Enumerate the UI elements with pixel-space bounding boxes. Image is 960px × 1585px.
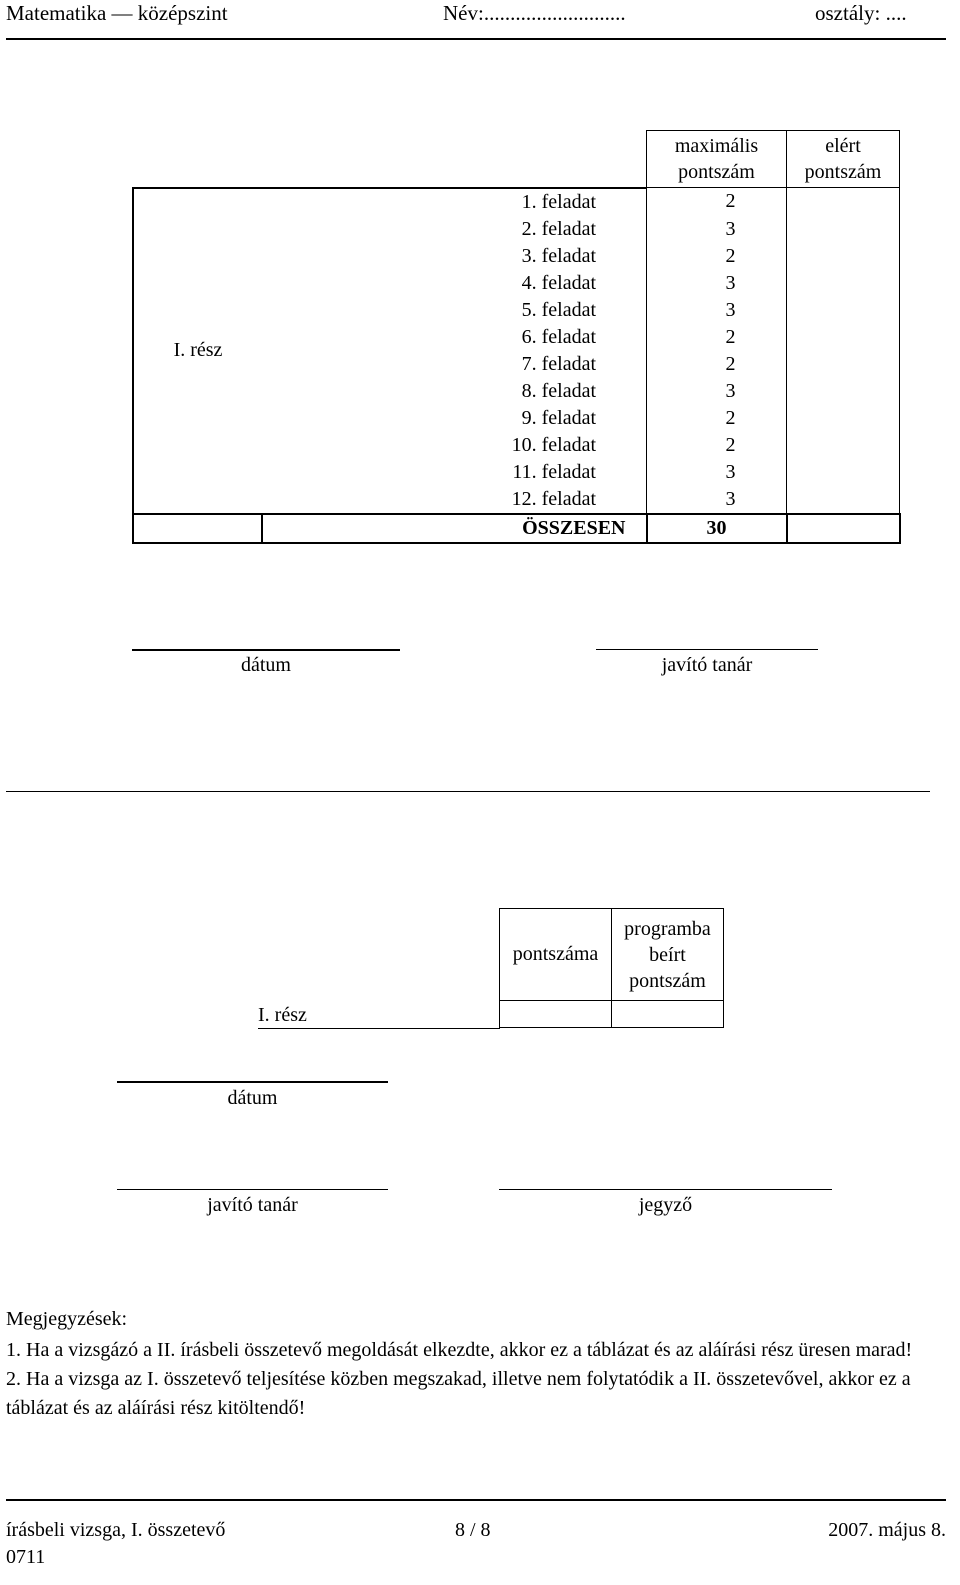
program-col1-header: pontszáma xyxy=(500,909,612,1001)
program-section-label: I. rész xyxy=(258,1004,307,1026)
page-header xyxy=(0,0,960,40)
task-label: 5. feladat xyxy=(521,298,596,321)
note-item-2: 2. Ha a vizsga az I. összetevő teljesítése közben megszakad, illetve nem folytatódik a II. összetevővel, akkor ez a táblázat és az aláírási rész kitöltendő! xyxy=(6,1368,911,1419)
total-value: 30 xyxy=(647,514,787,543)
task-label: 12. feladat xyxy=(511,487,596,510)
notes-title: Megjegyzések: xyxy=(6,1308,128,1330)
achieved-score-cell[interactable] xyxy=(787,324,900,351)
header-rule xyxy=(6,38,946,40)
max-score-cell: 3 xyxy=(647,216,787,243)
program-col2-header: programba beírt pontszám xyxy=(612,909,724,1001)
header-name-field: Név:........................... xyxy=(443,1,626,25)
achieved-score-header: elért pontszám xyxy=(787,131,900,188)
footer-date: 2007. május 8. xyxy=(828,1519,946,1541)
max-score-cell: 2 xyxy=(647,188,787,216)
header-class-field: osztály: .... xyxy=(815,1,907,25)
date-line xyxy=(132,649,400,651)
task-label: 9. feladat xyxy=(521,406,596,429)
footer-left: írásbeli vizsga, I. összetevő xyxy=(6,1519,226,1541)
section-label: I. rész xyxy=(133,188,262,514)
notes-section xyxy=(6,1305,946,1423)
clerk-signature-line[interactable] xyxy=(499,1189,832,1190)
task-label: 7. feladat xyxy=(521,352,596,375)
task-label: 10. feladat xyxy=(511,433,596,456)
max-score-cell: 2 xyxy=(647,324,787,351)
task-label: 1. feladat xyxy=(262,188,647,216)
program-score-cell[interactable] xyxy=(500,1001,612,1028)
max-score-cell: 3 xyxy=(647,459,787,486)
header-subject: Matematika — középszint xyxy=(6,1,228,25)
max-score-header: maximális pontszám xyxy=(647,131,787,188)
footer-rule xyxy=(6,1499,946,1501)
date-line-2 xyxy=(117,1081,388,1083)
footer-page: 8 / 8 xyxy=(455,1519,491,1541)
achieved-score-cell[interactable] xyxy=(787,378,900,405)
task-label: 3. feladat xyxy=(521,244,596,267)
max-score-cell: 3 xyxy=(647,486,787,514)
achieved-score-cell[interactable] xyxy=(787,351,900,378)
program-table-baseline xyxy=(258,1028,500,1029)
max-score-cell: 2 xyxy=(647,243,787,270)
teacher-label: javító tanár xyxy=(661,654,753,676)
max-score-cell: 2 xyxy=(647,351,787,378)
achieved-score-cell[interactable] xyxy=(787,270,900,297)
program-entered-cell[interactable] xyxy=(612,1001,724,1028)
date-label-2: dátum xyxy=(227,1087,278,1109)
max-score-cell: 3 xyxy=(647,378,787,405)
task-label: 4. feladat xyxy=(521,271,596,294)
max-score-cell: 3 xyxy=(647,297,787,324)
task-label: 2. feladat xyxy=(521,217,596,240)
max-score-cell: 3 xyxy=(647,270,787,297)
score-table xyxy=(132,130,901,544)
footer-code: 0711 xyxy=(6,1546,46,1568)
teacher-signature-line-2[interactable] xyxy=(117,1189,388,1190)
note-item-1: 1. Ha a vizsgázó a II. írásbeli összetevő megoldását elkezdte, akkor ez a táblázat és az aláírási rész üresen marad! xyxy=(6,1339,913,1361)
clerk-label: jegyző xyxy=(638,1194,693,1216)
section-divider xyxy=(6,791,930,792)
table-row xyxy=(133,188,900,216)
task-label: 8. feladat xyxy=(521,379,596,402)
achieved-score-cell[interactable] xyxy=(787,432,900,459)
total-achieved-cell[interactable] xyxy=(787,514,900,543)
date-label: dátum xyxy=(241,654,291,676)
achieved-score-cell[interactable] xyxy=(787,216,900,243)
max-score-cell: 2 xyxy=(647,405,787,432)
achieved-score-cell[interactable] xyxy=(787,297,900,324)
teacher-label-2: javító tanár xyxy=(207,1194,298,1216)
achieved-score-cell[interactable] xyxy=(787,188,900,216)
task-label: 11. feladat xyxy=(512,460,596,483)
achieved-score-cell[interactable] xyxy=(787,486,900,514)
achieved-score-cell[interactable] xyxy=(787,459,900,486)
task-label: 6. feladat xyxy=(521,325,596,348)
program-table xyxy=(499,908,724,1028)
achieved-score-cell[interactable] xyxy=(787,405,900,432)
max-score-cell: 2 xyxy=(647,432,787,459)
achieved-score-cell[interactable] xyxy=(787,243,900,270)
teacher-signature-line[interactable] xyxy=(596,649,818,650)
total-label: ÖSSZESEN xyxy=(262,514,647,543)
